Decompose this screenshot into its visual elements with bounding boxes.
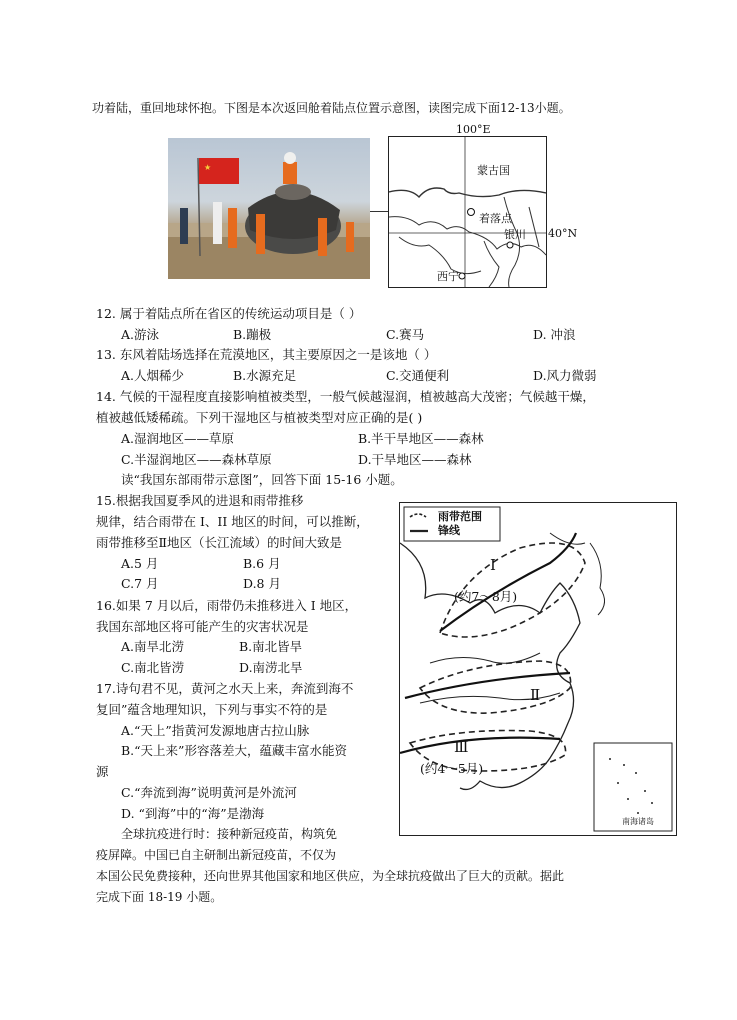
- q13-option-b: B.水源充足: [233, 368, 297, 383]
- region-1-time: (约7～8月): [454, 589, 518, 604]
- q15-line2: 规律，结合雨带在 I、II 地区的时间，可以推断，: [96, 514, 369, 529]
- q12-option-c: C.赛马: [386, 327, 425, 342]
- parallel-label: 40°N: [548, 227, 578, 240]
- q13-option-d: D.风力微弱: [533, 368, 597, 383]
- q12-option-d: D. 冲浪: [533, 327, 576, 342]
- q15-line3: 雨带推移至Ⅱ地区（长江流域）的时间大致是: [96, 535, 342, 550]
- q17-line2: 复回”蕴含地理知识，下列与事实不符的是: [96, 702, 328, 717]
- q17-option-a: A.“天上”指黄河发源地唐古拉山脉: [121, 723, 310, 738]
- q12-stem: 12. 属于着陆点所在省区的传统运动项目是（ ）: [96, 306, 362, 321]
- q17-option-b-cont: 源: [96, 764, 109, 779]
- q17-option-c: C.“奔流到海”说明黄河是外流河: [121, 785, 297, 800]
- vaccine-line2: 疫屏障。中国已自主研制出新冠疫苗，不仅为: [96, 848, 337, 862]
- meridian-label: 100°E: [456, 123, 491, 136]
- q15-option-d: D.8 月: [243, 576, 281, 591]
- region-1-label: I: [490, 556, 496, 574]
- label-mongolia: 蒙古国: [477, 164, 510, 177]
- label-yinchuan: 银川: [504, 228, 526, 241]
- q14-stem-line2: 植被越低矮稀疏。下列干湿地区与植被类型对应正确的是( ): [96, 410, 423, 425]
- vaccine-line3: 本国公民免费接种，还向世界其他国家和地区供应，为全球抗疫做出了巨大的贡献。据此: [96, 869, 565, 883]
- q16-option-b: B.南北皆旱: [239, 639, 303, 654]
- q13-option-a: A.人烟稀少: [121, 368, 185, 383]
- inset-label: 南海诸岛: [622, 817, 654, 826]
- capsule-landing-photo: [168, 138, 370, 279]
- q16-line2: 我国东部地区将可能产生的灾害状况是: [96, 619, 309, 634]
- landing-site-locator-map: [388, 136, 547, 288]
- q16-option-d: D.南涝北旱: [239, 660, 303, 675]
- q15-option-c: C.7 月: [121, 576, 159, 591]
- q13-option-c: C.交通便利: [386, 368, 450, 383]
- legend-front: 锋线: [438, 524, 460, 537]
- q16-option-a: A.南旱北涝: [121, 639, 185, 654]
- intro-line: 功着陆，重回地球怀抱。下图是本次返回舱着陆点位置示意图，读图完成下面12-13小题。: [92, 101, 571, 115]
- q17-option-b: B.“天上来”形容落差大，蕴藏丰富水能资: [121, 743, 347, 758]
- svg-text:★: ★: [204, 163, 212, 172]
- label-xining: 西宁: [437, 270, 459, 283]
- read-instruction: 读“我国东部雨带示意图”，回答下面 15-16 小题。: [121, 472, 403, 487]
- q15-line1: 15.根据我国夏季风的进退和雨带推移: [96, 493, 304, 508]
- q13-stem: 13. 东风着陆场选择在荒漠地区，其主要原因之一是该地（ ）: [96, 347, 437, 362]
- q12-option-b: B.蹦极: [233, 327, 272, 342]
- q14-stem-line1: 14. 气候的干湿程度直接影响植被类型，一般气候越湿润，植被越高大茂密；气候越干燥，: [96, 389, 595, 404]
- label-landing-point: 着落点: [479, 212, 512, 225]
- q17-option-d: D. “到海”中的“海”是渤海: [121, 806, 265, 821]
- region-3-label: Ⅲ: [454, 738, 469, 756]
- q14-option-a: A.湿润地区——草原: [121, 431, 235, 446]
- q16-option-c: C.南北皆涝: [121, 660, 185, 675]
- q15-option-a: A.5 月: [121, 556, 159, 571]
- q14-option-b: B.半干旱地区——森林: [358, 431, 484, 446]
- vaccine-line4: 完成下面 18-19 小题。: [96, 890, 223, 904]
- vaccine-line1: 全球抗疫进行时：接种新冠疫苗，构筑免: [121, 827, 338, 841]
- q16-line1: 16.如果 7 月以后，雨带仍未推移进入 I 地区，: [96, 598, 358, 613]
- q15-option-b: B.6 月: [243, 556, 281, 571]
- q14-option-c: C.半湿润地区——森林草原: [121, 452, 272, 467]
- region-2-label: Ⅱ: [530, 686, 541, 704]
- legend-rain-belt: 雨带范围: [438, 510, 482, 523]
- region-3-time: (约4～5月): [420, 761, 484, 776]
- east-china-rain-belt-map: [399, 502, 677, 836]
- q14-option-d: D.干旱地区——森林: [358, 452, 472, 467]
- q12-option-a: A.游泳: [121, 327, 160, 342]
- q17-line1: 17.诗句君不见，黄河之水天上来，奔流到海不: [96, 681, 354, 696]
